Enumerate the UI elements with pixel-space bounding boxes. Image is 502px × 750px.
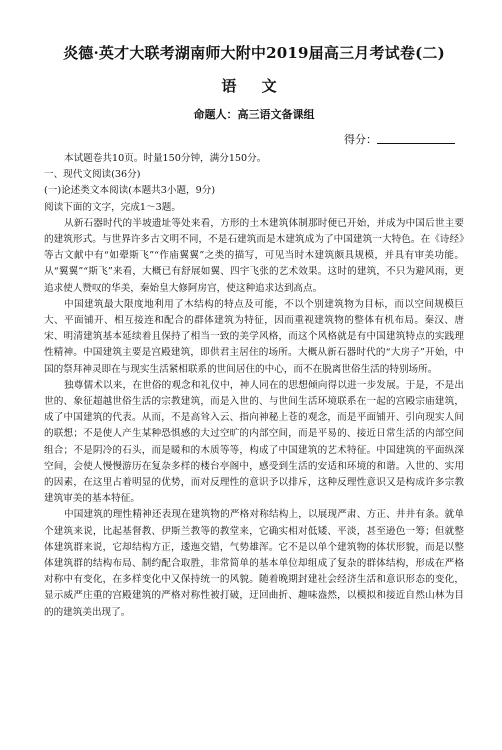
intro-line: 本试题卷共10页。时量150分钟，满分150分。 (64, 153, 267, 164)
exam-page (0, 42, 502, 750)
passage-paragraph: 独尊儒术以来，在世俗的观念和礼仪中，神人同在的思想倾向得以进一步发展。于是，不是出世的、象征超越世俗生活的宗教建筑，而是入世的、与世间生活环境联系在一起的宫殿宗庙建筑，成了中国建筑的代表。从而，不是高耸入云、指向神秘上苍的观念，而是平面铺开、引向现实人间的联想；不是使人产生某种恐惧感的大过空旷的内部空间，而是平易的、接近日常生活的内部空间组合；不是阴冷的石头，而是暖和的木质等等，构成了中国建筑的艺术特征。中国建筑的平面纵深空间，会使人慢慢游历在复杂多样的楼台亭阁中，感受到生活的安适和环境的和谐。入世的、实用的因素，在这里占着明显的优势，而对反理性的意识予以排斥，这种反理性意识又是构成许多宗教建筑审美的基本特征。 (44, 379, 464, 505)
score-field (44, 131, 464, 147)
section-heading: 一、现代文阅读(36分) (44, 169, 141, 181)
instruction-line: 阅读下面的文字，完成1～3题。 (44, 201, 181, 213)
exam-title: 炎德·英才大联考湖南师大附中2019届高三月考试卷(二) (63, 44, 445, 62)
score-blank[interactable] (377, 143, 455, 144)
subsection-heading: (一)论述类文本阅读(本题共3小题，9分) (44, 185, 216, 197)
score-label: 得分： (344, 133, 377, 146)
passage-paragraph: 从新石器时代的半坡遗址等处来看，方形的土木建筑体制那时便已开始，并成为中国后世主要的建筑形式。与世界许多古文明不同，不是石建筑而是木建筑成为了中国建筑一大特色。在《诗经》等古文献中有“如翚斯飞”“作庙翼翼”之类的描写，可见当时木建筑颇具规模，并具有审美功能。从“翼翼”“斯飞”来看，大概已有舒展如翼、四宇飞张的艺术效果。这时的建筑，不只为避风雨，更追求使人赞叹的华美，秦始皇大修阿房宫，使这种追求达到高点。 (44, 217, 464, 294)
subject-heading: 语 文 (221, 77, 287, 95)
author-line: 命题人：高三语文备课组 (193, 108, 315, 121)
passage-paragraph: 中国建筑的理性精神还表现在建筑物的严格对称结构上，以展现严肃、方正、井井有条。就单个建筑来说，比起基督教、伊斯兰教等的教堂来，它确实相对低矮、平淡，甚至逊色一筹；但就整体建筑群来说，它却结构方正，逶迤交错，气势雄浑。它不是以单个建筑物的体状形貌，而是以整体建筑群的结构布局、制约配合取胜，非常简单的基本单位却组成了复杂的群体结构，形成在严格对称中有变化，在多样变化中又保持统一的风貌。随着晚期封建社会经济生活和意识形态的变化，显示威严庄重的宫殿建筑的严格对称性被打破，迂回曲折、趣味盎然，以模拟和接近自然山林为目的的建筑美出现了。 (44, 509, 464, 618)
passage-paragraph: 中国建筑最大限度地利用了木结构的特点及可能，不以个别建筑物为目标，而以空间规模巨大、平面铺开、相互接连和配合的群体建筑为特征，因而重视建筑物的整体有机布局。秦汉、唐宋、明清建筑基本延续着且保持了相当一致的美学风格，而这个风格就是有中国建筑特点的实践理性精神。中国建筑主要是宫殿建筑，即供君主居住的场所。大概从新石器时代的“大房子”开始，中国的祭拜神灵即在与现实生活紧相联系的世间居住的中心，而不在脱离世俗生活的特别场所。 (44, 298, 464, 375)
exam-body (44, 151, 464, 621)
